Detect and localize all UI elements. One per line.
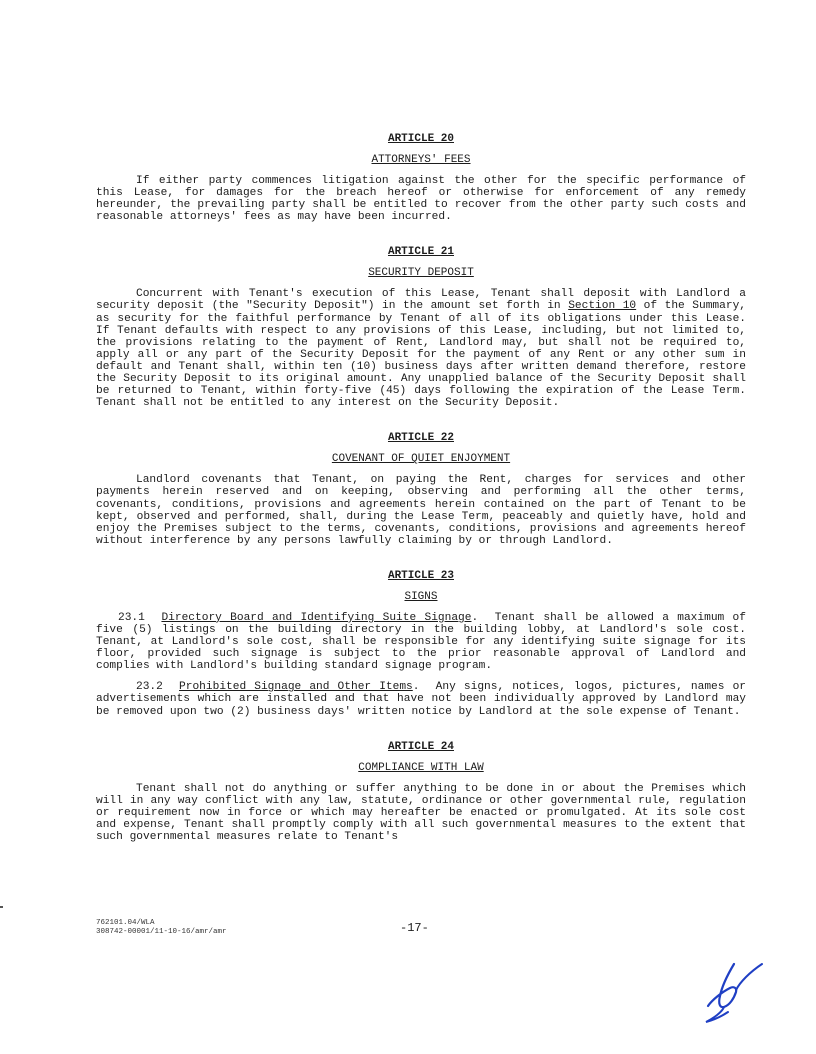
article-24-paragraph: Tenant shall not do anything or suffer anything to be done in or about the Premises which will in any way conflict with any law, statute, ordinance or other governmental rule, regulation or requirement now in force or which may hereafter be enacted or promulgated. At its sole cost and expense, Tenant shall promptly comply with all such governmental measures to the extent that such governmental measures relate to Tenant's: [96, 782, 746, 843]
article-21-text-after: of the Summary, as security for the faithful performance by Tenant of all of its obligations under this Lease. If Tenant defaults with respect to any provisions of this Lease, including, but not limited to, the provisions relating to the payment of Rent, Landlord may, but shall not be required to, apply all or any part of the Security Deposit for the payment of any Rent or any other sum in default and Tenant shall, within ten (10) business days after written demand therefore, restore the Security Deposit to its original amount. Any unapplied balance of the Security Deposit shall be returned to Tenant, within forty-five (45) days following the expiration of the Lease Term. Tenant shall not be entitled to any interest on the Security Deposit.: [96, 300, 746, 410]
article-23: [96, 569, 746, 718]
article-24-title: COMPLIANCE WITH LAW: [358, 761, 484, 774]
article-23-title: SIGNS: [404, 590, 438, 603]
initials-signature-icon: [700, 960, 770, 1026]
section-10-reference: Section 10: [568, 300, 637, 313]
article-21-heading: ARTICLE 21: [387, 246, 454, 259]
page-number: -17-: [400, 921, 429, 935]
article-22-paragraph: Landlord covenants that Tenant, on paying the Rent, charges for services and other payments herein reserved and on keeping, observing and performing all the other terms, covenants, conditions, provisions and agreements herein contained on the part of Tenant to be kept, observed and performed, shall, during the Lease Term, peaceably and quietly have, hold and enjoy the Premises subject to the terms, covenants, conditions, provisions and agreements hereof without interference by any persons lawfully claiming by or through Landlord.: [96, 474, 746, 547]
section-23-1-number: 23.1: [118, 611, 145, 624]
doc-id-line-1: 762101.04/WLA: [96, 919, 155, 927]
section-23-2-text: Any signs, notices, logos, pictures, names or advertisements which are installed and that have not been individually approved by Landlord may be removed upon two (2) business days' written notice by Landlord at the sole expense of Tenant.: [96, 681, 746, 718]
article-21-title: SECURITY DEPOSIT: [368, 267, 474, 280]
article-22: [96, 431, 746, 547]
section-23-1-title: Directory Board and Identifying Suite Signage: [161, 611, 472, 624]
article-21-text-before: Concurrent with Tenant's execution of this Lease, Tenant shall deposit with Landlord a security deposit (the "Security Deposit") in the amount set forth in: [96, 288, 746, 313]
doc-id-line-2: 308742-00001/11-10-16/amr/amr: [96, 928, 227, 936]
article-21-paragraph: [96, 288, 746, 409]
article-20-title: ATTORNEYS' FEES: [371, 154, 471, 166]
article-20-paragraph: If either party commences litigation against the other for the specific performance of this Lease, for damages for the breach hereof or otherwise for enforcement of any remedy hereunder, the prevailing party shall be entitled to recover from the other party such costs and reasonable attorneys' fees as may have been incurred.: [96, 175, 746, 224]
section-23-2-number: 23.2: [136, 681, 163, 694]
article-23-heading: ARTICLE 23: [387, 569, 454, 582]
article-21: [96, 245, 746, 409]
lease-body: [96, 132, 746, 843]
document-id-footer: [96, 919, 227, 937]
section-23-1-text: Tenant shall be allowed a maximum of five (5) listings on the building directory in the building lobby, at Landlord's sole cost. Tenant, at Landlord's sole cost, shall be responsible for any identifying suite signage for its floor, provided such signage is subject to the prior reasonable approval of Landlord and complies with Landlord's building standard signage program.: [96, 611, 746, 673]
section-23-2-paragraph: 23.2 Prohibited Signage and Other Items. Any signs, notices, logos, pictures, names or advertisements which are installed and that have not been individually approved by Landlord may be removed upon two (2) business days' written notice by Landlord at the sole expense of Tenant.: [96, 681, 746, 718]
article-22-heading: ARTICLE 22: [387, 432, 454, 445]
section-23-2-title: Prohibited Signage and Other Items: [179, 681, 413, 694]
article-22-title: COVENANT OF QUIET ENJOYMENT: [331, 453, 511, 466]
margin-mark: [0, 906, 3, 908]
article-24: [96, 740, 746, 843]
section-23-1-paragraph: 23.1 Directory Board and Identifying Suite Signage. Tenant shall be allowed a maximum of five (5) listings on the building directory in the building lobby, at Landlord's sole cost. Tenant, at Landlord's sole cost, shall be responsible for any identifying suite signage for its floor, provided such signage is subject to the prior reasonable approval of Landlord and complies with Landlord's building standard signage program.: [96, 611, 746, 673]
article-20-heading: ARTICLE 20: [387, 133, 454, 145]
article-24-heading: ARTICLE 24: [387, 740, 454, 753]
article-20: [96, 132, 746, 223]
